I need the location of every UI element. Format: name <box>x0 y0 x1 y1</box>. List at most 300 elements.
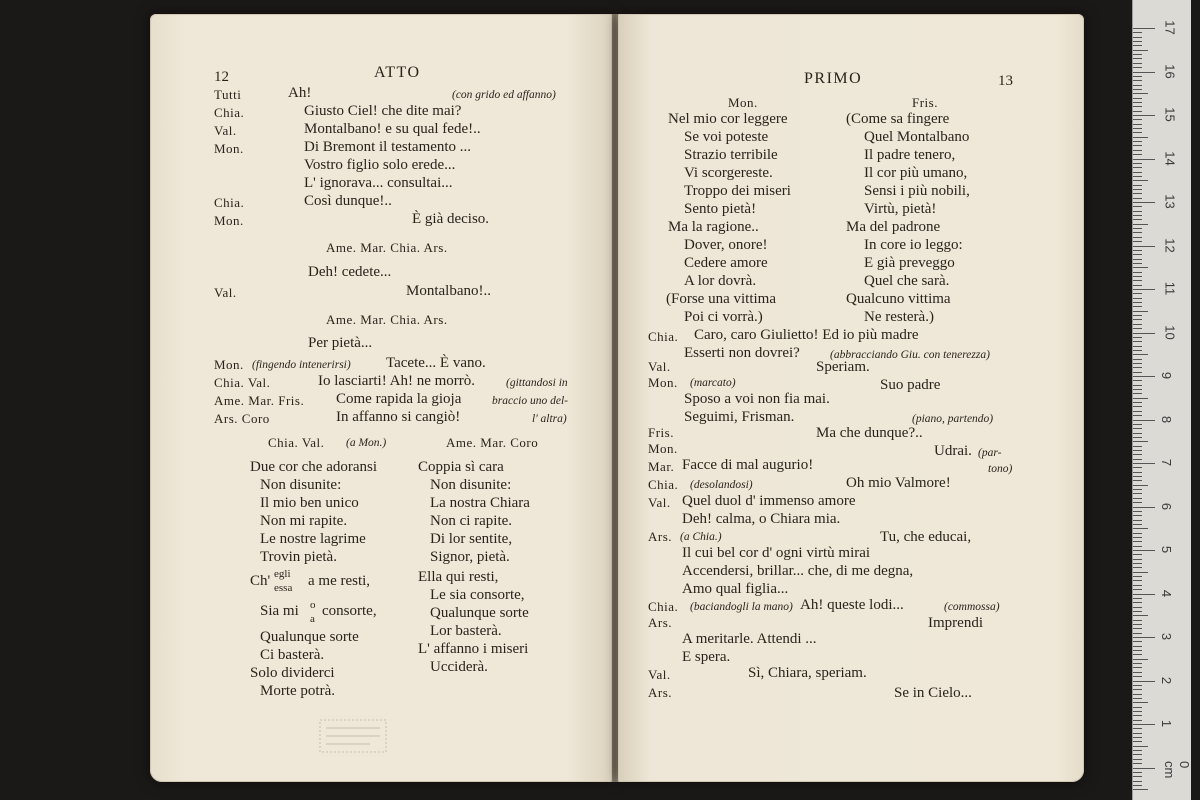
verse-line: Il mio ben unico <box>260 495 359 511</box>
verse-line: Qualunque sorte <box>430 605 529 621</box>
verse-line: L' affanno i miseri <box>418 641 529 657</box>
ruler-tick <box>1133 324 1142 325</box>
stage-direction: (con grido ed affanno) <box>452 89 556 101</box>
verse-line: E spera. <box>682 649 731 665</box>
ruler-tick <box>1133 337 1142 338</box>
ruler-tick <box>1133 263 1142 264</box>
verse-line: Di Bremont il testamento ... <box>304 139 472 155</box>
verse-line: Quel Montalbano <box>864 129 970 145</box>
ruler-label: 10 <box>1162 324 1178 340</box>
ruler-label: 8 <box>1159 415 1175 423</box>
ruler-tick <box>1133 785 1142 786</box>
verse-line: Nel mio cor leggere <box>668 111 788 127</box>
speaker: Ars. <box>648 615 673 630</box>
verse-line: Quel duol d' immenso amore <box>682 493 856 509</box>
ruler-tick <box>1133 537 1142 538</box>
ruler-tick <box>1133 93 1148 94</box>
ruler-tick <box>1133 559 1142 560</box>
ruler-tick <box>1133 389 1142 390</box>
verse-line: Il cor più umano, <box>864 165 968 181</box>
stage-direction: (a Chia.) <box>680 531 722 543</box>
ruler-tick <box>1133 228 1142 229</box>
ruler-tick <box>1133 285 1142 286</box>
ruler-tick <box>1133 507 1155 508</box>
ruler-tick <box>1133 415 1142 416</box>
ruler-tick <box>1133 189 1142 190</box>
verse-line: Vi scorgereste. <box>684 165 773 181</box>
speaker: Ars. <box>648 529 673 544</box>
verse-line: a me resti, <box>308 573 371 589</box>
verse-line: Ci basterà. <box>260 647 325 663</box>
ruler-label: 5 <box>1159 545 1175 554</box>
ruler-tick <box>1133 137 1148 138</box>
verse-line: (Forse una vittima <box>666 291 776 307</box>
verse-line: Ah! <box>288 85 312 101</box>
ruler-tick <box>1133 428 1142 429</box>
verse-line: Se in Cielo... <box>894 685 972 701</box>
ruler-tick <box>1133 315 1142 316</box>
verse-line: Ella qui resti, <box>418 569 499 585</box>
ruler-tick <box>1133 367 1142 368</box>
ruler-tick <box>1133 672 1142 673</box>
speaker: Val. <box>648 359 671 374</box>
ruler-tick <box>1133 607 1142 608</box>
ruler-tick <box>1133 659 1148 660</box>
chorus-heading: Ame. Mar. Chia. Ars. <box>326 312 448 327</box>
speaker: Chia. <box>214 105 245 120</box>
verse-line: Trovin pietà. <box>260 549 337 565</box>
ruler-tick <box>1133 232 1142 233</box>
ruler-tick <box>1133 402 1142 403</box>
ruler-tick <box>1133 280 1142 281</box>
verse-line: Ma la ragione.. <box>668 219 759 235</box>
ruler-tick <box>1133 711 1142 712</box>
ruler-tick <box>1133 98 1142 99</box>
ruler-tick <box>1133 58 1142 59</box>
verse-line: Se voi poteste <box>684 129 769 145</box>
ruler-tick <box>1133 159 1155 160</box>
ruler-tick <box>1133 737 1142 738</box>
ruler-tick <box>1133 298 1142 299</box>
ruler-tick <box>1133 111 1142 112</box>
ruler-tick <box>1133 376 1155 377</box>
ruler-tick <box>1133 254 1142 255</box>
ruler-tick <box>1133 32 1142 33</box>
verse-line: Qualunque sorte <box>260 629 359 645</box>
verse-line: Il padre tenero, <box>864 147 956 163</box>
ruler-tick <box>1133 276 1142 277</box>
ruler-tick <box>1133 141 1142 142</box>
ruler-tick <box>1133 45 1142 46</box>
verse-line: Deh! cedete... <box>308 264 392 280</box>
verse-line: Le sia consorte, <box>430 587 525 603</box>
verse-line: Non mi rapite. <box>260 513 348 529</box>
speaker: Ars. <box>648 685 673 700</box>
stage-direction: braccio uno del- <box>492 395 569 407</box>
ruler-tick <box>1133 485 1148 486</box>
verse-line: Ma del padrone <box>846 219 941 235</box>
ruler-tick <box>1133 102 1142 103</box>
variant-egli: egli <box>274 568 291 580</box>
chorus-heading: Ame. Mar. Chia. Ars. <box>326 240 448 255</box>
verse-line: Ne resterà.) <box>864 309 934 325</box>
ruler-tick <box>1133 546 1142 547</box>
variant-essa: essa <box>274 582 293 594</box>
ruler-tick <box>1133 585 1142 586</box>
verse-line: La nostra Chiara <box>430 495 530 511</box>
speaker: Fris. <box>648 425 674 440</box>
ruler-tick <box>1133 176 1142 177</box>
verse-line: A meritarle. Attendi ... <box>682 631 817 647</box>
speaker: Chia. <box>648 329 679 344</box>
ruler-tick <box>1133 76 1142 77</box>
ruler-tick <box>1133 211 1142 212</box>
ruler-tick <box>1133 289 1155 290</box>
ruler-tick <box>1133 598 1142 599</box>
verse-line: E già preveggo <box>864 255 955 271</box>
ruler-tick <box>1133 124 1142 125</box>
verse-line: Così dunque!.. <box>304 193 392 209</box>
ruler-tick <box>1133 250 1142 251</box>
verse-line: Qualcuno vittima <box>846 291 951 307</box>
ruler-tick <box>1133 380 1142 381</box>
ruler-tick <box>1133 741 1142 742</box>
ruler-tick <box>1133 259 1142 260</box>
speaker: Val. <box>648 495 671 510</box>
ruler-tick <box>1133 667 1142 668</box>
ruler-tick <box>1133 411 1142 412</box>
verse-line: Non disunite: <box>260 477 342 493</box>
verse-line: Ah! queste lodi... <box>800 597 904 613</box>
ruler-tick <box>1133 241 1142 242</box>
verse-line: Sento pietà! <box>684 201 757 217</box>
ruler-tick <box>1133 698 1142 699</box>
ruler-tick <box>1133 246 1155 247</box>
ruler-tick <box>1133 541 1142 542</box>
verse-line: Sensi i più nobili, <box>864 183 970 199</box>
ruler-label: 13 <box>1162 194 1178 209</box>
ruler-tick <box>1133 145 1142 146</box>
ruler-tick <box>1133 28 1155 29</box>
ruler-tick <box>1133 520 1142 521</box>
ruler-tick <box>1133 420 1155 421</box>
stage-direction: (commossa) <box>944 601 1000 613</box>
ruler-tick <box>1133 759 1142 760</box>
ruler-tick <box>1133 781 1142 782</box>
ruler-tick <box>1133 702 1148 703</box>
verse-line: Accendersi, brillar... che, di me degna, <box>682 563 914 579</box>
ruler-label: 9 <box>1159 371 1175 380</box>
verse-line: In affanno si cangiò! <box>336 409 461 425</box>
stage-direction: (par- <box>978 447 1002 459</box>
library-stamp-icon <box>318 718 388 754</box>
verse-line: Ucciderà. <box>430 659 488 675</box>
ruler-tick <box>1133 480 1142 481</box>
ruler-tick <box>1133 515 1142 516</box>
ruler-tick <box>1133 67 1142 68</box>
ruler-label: 12 <box>1162 237 1178 253</box>
ruler-tick <box>1133 406 1142 407</box>
ruler-tick <box>1133 80 1142 81</box>
ruler-tick <box>1133 728 1142 729</box>
speaker: Val. <box>214 123 237 138</box>
ruler-tick <box>1133 528 1148 529</box>
ruler-tick <box>1133 576 1142 577</box>
verse-line: Il cui bel cor d' ogni virtù mirai <box>682 545 871 561</box>
speaker: Mon. <box>728 95 758 110</box>
verse-line: Udrai. <box>934 443 972 459</box>
ruler-tick <box>1133 454 1142 455</box>
verse-line: Tu, che educai, <box>880 529 972 545</box>
speaker: Val. <box>214 285 237 300</box>
ruler-tick <box>1133 450 1142 451</box>
ruler-tick <box>1133 663 1142 664</box>
ruler-tick <box>1133 63 1142 64</box>
ruler-tick <box>1133 476 1142 477</box>
verse-line: Ch' <box>250 573 271 589</box>
speaker: Chia. <box>214 195 245 210</box>
verse-line: L' ignorava... consultai... <box>304 175 453 191</box>
page-number-left: 12 <box>214 69 229 85</box>
stage-direction: (a Mon.) <box>346 437 387 449</box>
verse-line: Vostro figlio solo erede... <box>304 157 456 173</box>
ruler-label: 11 <box>1162 281 1178 296</box>
speaker: Chia. <box>648 477 679 492</box>
ruler-tick <box>1133 611 1142 612</box>
verse-line: Troppo dei miseri <box>684 183 791 199</box>
ruler-tick <box>1133 359 1142 360</box>
ruler-label: 6 <box>1159 502 1175 510</box>
ruler-tick <box>1133 685 1142 686</box>
ruler-tick <box>1133 589 1142 590</box>
variant-a: a <box>310 613 315 625</box>
ruler-tick <box>1133 754 1142 755</box>
verse-line: Deh! calma, o Chiara mia. <box>682 511 841 527</box>
ruler-tick <box>1133 172 1142 173</box>
ruler-tick <box>1133 319 1142 320</box>
verse-line: Virtù, pietà! <box>864 201 937 217</box>
ruler-tick <box>1133 441 1148 442</box>
ruler-tick <box>1133 128 1142 129</box>
ruler-label: 7 <box>1159 458 1175 467</box>
verse-line: A lor dovrà. <box>684 273 757 289</box>
ruler-tick <box>1133 489 1142 490</box>
verse-line: Imprendi <box>928 615 983 631</box>
ruler-label: 1 <box>1159 719 1175 728</box>
ruler-tick <box>1133 306 1142 307</box>
page-header-right: PRIMO <box>804 70 863 87</box>
verse-line: Non ci rapite. <box>430 513 513 529</box>
ruler-tick <box>1133 385 1142 386</box>
speaker: Tutti <box>214 87 242 102</box>
ruler-label: 0 cm <box>1162 760 1192 778</box>
ruler-tick <box>1133 463 1155 464</box>
ruler-tick <box>1133 602 1142 603</box>
verse-line: Giusto Ciel! che dite mai? <box>304 103 462 119</box>
ruler-tick <box>1133 694 1142 695</box>
ruler-tick <box>1133 154 1142 155</box>
ruler-tick <box>1133 302 1142 303</box>
ruler-tick <box>1133 733 1142 734</box>
speaker: Chia. <box>648 599 679 614</box>
verse-line: Caro, caro Giulietto! Ed io più madre <box>694 327 919 343</box>
verse-line: Tacete... È vano. <box>386 355 486 371</box>
ruler-tick <box>1133 202 1155 203</box>
ruler-tick <box>1133 654 1142 655</box>
ruler-label: 15 <box>1162 107 1178 122</box>
stage-direction: (baciandogli la mano) <box>690 601 793 613</box>
speaker: Mon. <box>214 141 244 156</box>
ruler-tick <box>1133 681 1155 682</box>
verse-line: Sia mi <box>260 603 299 619</box>
stage-direction: (piano, partendo) <box>912 413 994 425</box>
ruler-tick <box>1133 567 1142 568</box>
ruler-tick <box>1133 633 1142 634</box>
speaker: Mar. <box>648 459 675 474</box>
speaker: Chia. Val. <box>214 375 271 390</box>
ruler-tick <box>1133 554 1142 555</box>
measurement-ruler <box>1132 0 1191 800</box>
verse-line: Poi ci vorrà.) <box>684 309 763 325</box>
ruler-tick <box>1133 424 1142 425</box>
verse-line: Oh mio Valmore! <box>846 475 951 491</box>
ruler-tick <box>1133 350 1142 351</box>
verse-line: Non disunite: <box>430 477 512 493</box>
ruler-tick <box>1133 354 1148 355</box>
verse-line: Montalbano!.. <box>406 283 491 299</box>
ruler-tick <box>1133 433 1142 434</box>
ruler-tick <box>1133 446 1142 447</box>
ruler-tick <box>1133 167 1142 168</box>
verse-line: Io lasciarti! Ah! ne morrò. <box>318 373 476 389</box>
speaker: Fris. <box>912 95 938 110</box>
ruler-tick <box>1133 646 1142 647</box>
speaker: Mon. <box>214 213 244 228</box>
ruler-tick <box>1133 372 1142 373</box>
right-page <box>618 14 1084 782</box>
ruler-tick <box>1133 398 1148 399</box>
verse-line: Facce di mal augurio! <box>682 457 814 473</box>
ruler-tick <box>1133 328 1142 329</box>
verse-line: Coppia sì cara <box>418 459 504 475</box>
stage-direction: (fingendo intenerirsi) <box>252 359 351 371</box>
verse-line: Speriam. <box>816 359 870 375</box>
verse-line: Solo dividerci <box>250 665 335 681</box>
speaker: Ame. Mar. Fris. <box>214 393 305 408</box>
stage-direction: (abbracciando Giu. con tenerezza) <box>830 349 990 361</box>
verse-line: consorte, <box>322 603 377 619</box>
verse-line: Seguimi, Frisman. <box>684 409 795 425</box>
stage-direction: (gittandosi in <box>506 377 568 389</box>
ruler-tick <box>1133 459 1142 460</box>
verse-line: Due cor che adoransi <box>250 459 378 475</box>
ruler-tick <box>1133 185 1142 186</box>
ruler-tick <box>1133 637 1155 638</box>
ruler-tick <box>1133 750 1142 751</box>
ruler-tick <box>1133 563 1142 564</box>
ruler-tick <box>1133 789 1148 790</box>
stage-direction: (desolandosi) <box>690 479 753 491</box>
ruler-label: 14 <box>1162 150 1178 166</box>
ruler-tick <box>1133 224 1148 225</box>
verse-line: Di lor sentite, <box>430 531 513 547</box>
page-number-right: 13 <box>998 73 1013 89</box>
ruler-label: 17 <box>1162 20 1178 35</box>
ruler-tick <box>1133 572 1148 573</box>
ruler-tick <box>1133 41 1142 42</box>
ruler-tick <box>1133 363 1142 364</box>
ruler-tick <box>1133 650 1142 651</box>
speaker: Val. <box>648 667 671 682</box>
ruler-tick <box>1133 715 1142 716</box>
verse-line: Le nostre lagrime <box>260 531 366 547</box>
ruler-tick <box>1133 624 1142 625</box>
ruler-tick <box>1133 707 1142 708</box>
ruler-tick <box>1133 180 1148 181</box>
verse-line: Per pietà... <box>308 335 373 351</box>
verse-line: Suo padre <box>880 377 941 393</box>
ruler-tick <box>1133 437 1142 438</box>
ruler-tick <box>1133 393 1142 394</box>
verse-line: Lor basterà. <box>430 623 502 639</box>
library-stamp <box>318 718 388 754</box>
ruler-tick <box>1133 119 1142 120</box>
verse-line: Sposo a voi non fia mai. <box>684 391 830 407</box>
ruler-tick <box>1133 219 1142 220</box>
speaker: Mon. <box>648 441 678 456</box>
verse-line: Quel che sarà. <box>864 273 950 289</box>
ruler-tick <box>1133 193 1142 194</box>
verse-line: Dover, onore! <box>684 237 768 253</box>
ruler-tick <box>1133 533 1142 534</box>
ruler-tick <box>1133 54 1142 55</box>
ruler-tick <box>1133 472 1142 473</box>
speaker: Mon. <box>648 375 678 390</box>
ruler-tick <box>1133 720 1142 721</box>
ruler-label: 2 <box>1159 676 1175 684</box>
ruler-tick <box>1133 689 1142 690</box>
verse-line: Sì, Chiara, speriam. <box>748 665 867 681</box>
ruler-tick <box>1133 772 1142 773</box>
verse-line: (Come sa fingere <box>846 111 950 127</box>
ruler-tick <box>1133 311 1148 312</box>
ruler-tick <box>1133 150 1142 151</box>
verse-line: Morte potrà. <box>260 683 335 699</box>
ruler-label: 4 <box>1159 589 1175 597</box>
ruler-tick <box>1133 85 1142 86</box>
ruler-tick <box>1133 594 1155 595</box>
verse-line: Ma che dunque?.. <box>816 425 923 441</box>
ruler-tick <box>1133 89 1142 90</box>
verse-line: Signor, pietà. <box>430 549 510 565</box>
ruler-tick <box>1133 724 1155 725</box>
ruler-tick <box>1133 768 1155 769</box>
ruler-tick <box>1133 341 1142 342</box>
verse-line: Come rapida la gioja <box>336 391 462 407</box>
verse-line: Amo qual figlia... <box>682 581 789 597</box>
ruler-tick <box>1133 267 1148 268</box>
ruler-tick <box>1133 493 1142 494</box>
ruler-tick <box>1133 511 1142 512</box>
verse-line: È già deciso. <box>412 211 490 227</box>
verse-line: Strazio terribile <box>684 147 778 163</box>
stage-direction: (marcato) <box>690 377 736 389</box>
ruler-label: 16 <box>1162 63 1178 79</box>
ruler-tick <box>1133 163 1142 164</box>
ruler-tick <box>1133 346 1142 347</box>
ruler-tick <box>1133 206 1142 207</box>
verse-line: Esserti non dovrei? <box>684 345 800 361</box>
